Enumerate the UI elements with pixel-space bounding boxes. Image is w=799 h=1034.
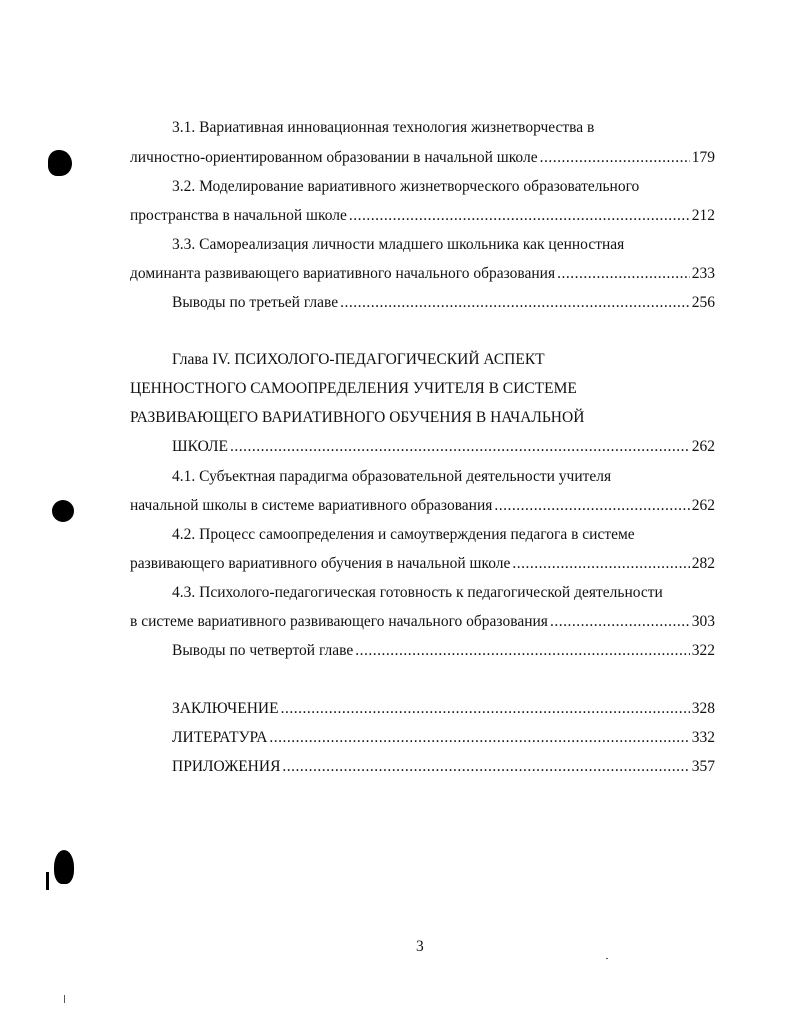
toc-conclusion-page: 328 [691, 700, 715, 717]
scan-speck [606, 958, 608, 959]
toc-literature-page: 332 [691, 729, 715, 746]
leader-dots [282, 757, 689, 777]
toc-literature-text: ЛИТЕРАТУРА [172, 729, 268, 746]
toc-entry-chapter-4[interactable] [172, 437, 715, 457]
toc-conclusions-3-page: 256 [691, 294, 715, 311]
toc-3-3-line2: доминанта развивающего вариативного начального образования [130, 265, 556, 282]
toc-entry-3-1[interactable] [130, 148, 715, 168]
toc-entry-3-3[interactable] [130, 264, 715, 284]
toc-4-2-page: 282 [691, 555, 715, 572]
toc-4-1-line1: 4.1. Субъектная парадигма образовательной деятельности учителя [172, 468, 612, 485]
toc-chapter-4-line3: РАЗВИВАЮЩЕГО ВАРИАТИВНОГО ОБУЧЕНИЯ В НАЧАЛЬНОЙ [130, 409, 585, 426]
leader-dots [512, 554, 689, 574]
toc-3-2-page: 212 [691, 207, 715, 224]
toc-3-3-page: 233 [691, 265, 715, 282]
leader-dots [557, 264, 690, 284]
toc-3-1-page: 179 [691, 149, 715, 166]
scan-speck [64, 995, 65, 1003]
toc-entry-4-2[interactable] [130, 554, 715, 574]
ink-blot [48, 150, 72, 176]
toc-chapter-4-line4: ШКОЛЕ [172, 438, 228, 455]
toc-entry-conclusion[interactable] [172, 699, 715, 719]
leader-dots [494, 496, 689, 516]
toc-4-1-line2: начальной школы в системе вариативного образования [130, 497, 493, 514]
toc-conclusion-text: ЗАКЛЮЧЕНИЕ [172, 700, 279, 717]
toc-entry-4-1[interactable] [130, 496, 715, 516]
toc-4-1-page: 262 [691, 497, 715, 514]
toc-3-3-line1: 3.3. Самореализация личности младшего школьника как ценностная [172, 236, 625, 253]
toc-conclusions-4-page: 322 [691, 642, 715, 659]
toc-3-2-line1: 3.2. Моделирование вариативного жизнетворческого образовательного [172, 178, 640, 195]
page-number: 3 [416, 938, 424, 955]
toc-chapter-4-page: 262 [691, 438, 715, 455]
toc-entry-appendices[interactable] [172, 757, 715, 777]
toc-4-3-line1: 4.3. Психолого-педагогическая готовность к педагогической деятельности [172, 584, 663, 601]
toc-conclusions-3-text: Выводы по третьей главе [172, 294, 339, 311]
toc-entry-4-3[interactable] [130, 612, 715, 632]
leader-dots [349, 206, 690, 226]
toc-entry-conclusions-3[interactable] [172, 293, 715, 313]
ink-blot [46, 872, 49, 890]
toc-conclusions-4-text: Выводы по четвертой главе [172, 642, 354, 659]
toc-3-2-line2: пространства в начальной школе [130, 207, 347, 224]
toc-appendices-text: ПРИЛОЖЕНИЯ [172, 758, 281, 775]
leader-dots [355, 641, 690, 661]
toc-3-1-line2: личностно-ориентированном образовании в начальной школе [130, 149, 538, 166]
leader-dots [269, 728, 689, 748]
toc-4-2-line2: развивающего вариативного обучения в начальной школе [130, 555, 511, 572]
toc-chapter-4-line1: Глава IV. ПСИХОЛОГО-ПЕДАГОГИЧЕСКИЙ АСПЕКТ [172, 351, 545, 368]
leader-dots [340, 293, 690, 313]
toc-appendices-page: 357 [691, 758, 715, 775]
toc-3-1-line1: 3.1. Вариативная инновационная технология жизнетворчества в [172, 119, 595, 136]
toc-4-3-line2: в системе вариативного развивающего начального образования [130, 613, 548, 630]
ink-blot [54, 850, 74, 884]
toc-entry-literature[interactable] [172, 728, 715, 748]
leader-dots [540, 148, 690, 168]
leader-dots [281, 699, 690, 719]
toc-entry-3-2[interactable] [130, 206, 715, 226]
leader-dots [230, 437, 690, 457]
toc-entry-conclusions-4[interactable] [172, 641, 715, 661]
toc-4-3-page: 303 [691, 613, 715, 630]
toc-chapter-4-line2: ЦЕННОСТНОГО САМООПРЕДЕЛЕНИЯ УЧИТЕЛЯ В СИСТЕМЕ [130, 380, 577, 397]
ink-blot [52, 500, 74, 522]
toc-4-2-line1: 4.2. Процесс самоопределения и самоутверждения педагога в системе [172, 526, 635, 543]
leader-dots [550, 612, 690, 632]
